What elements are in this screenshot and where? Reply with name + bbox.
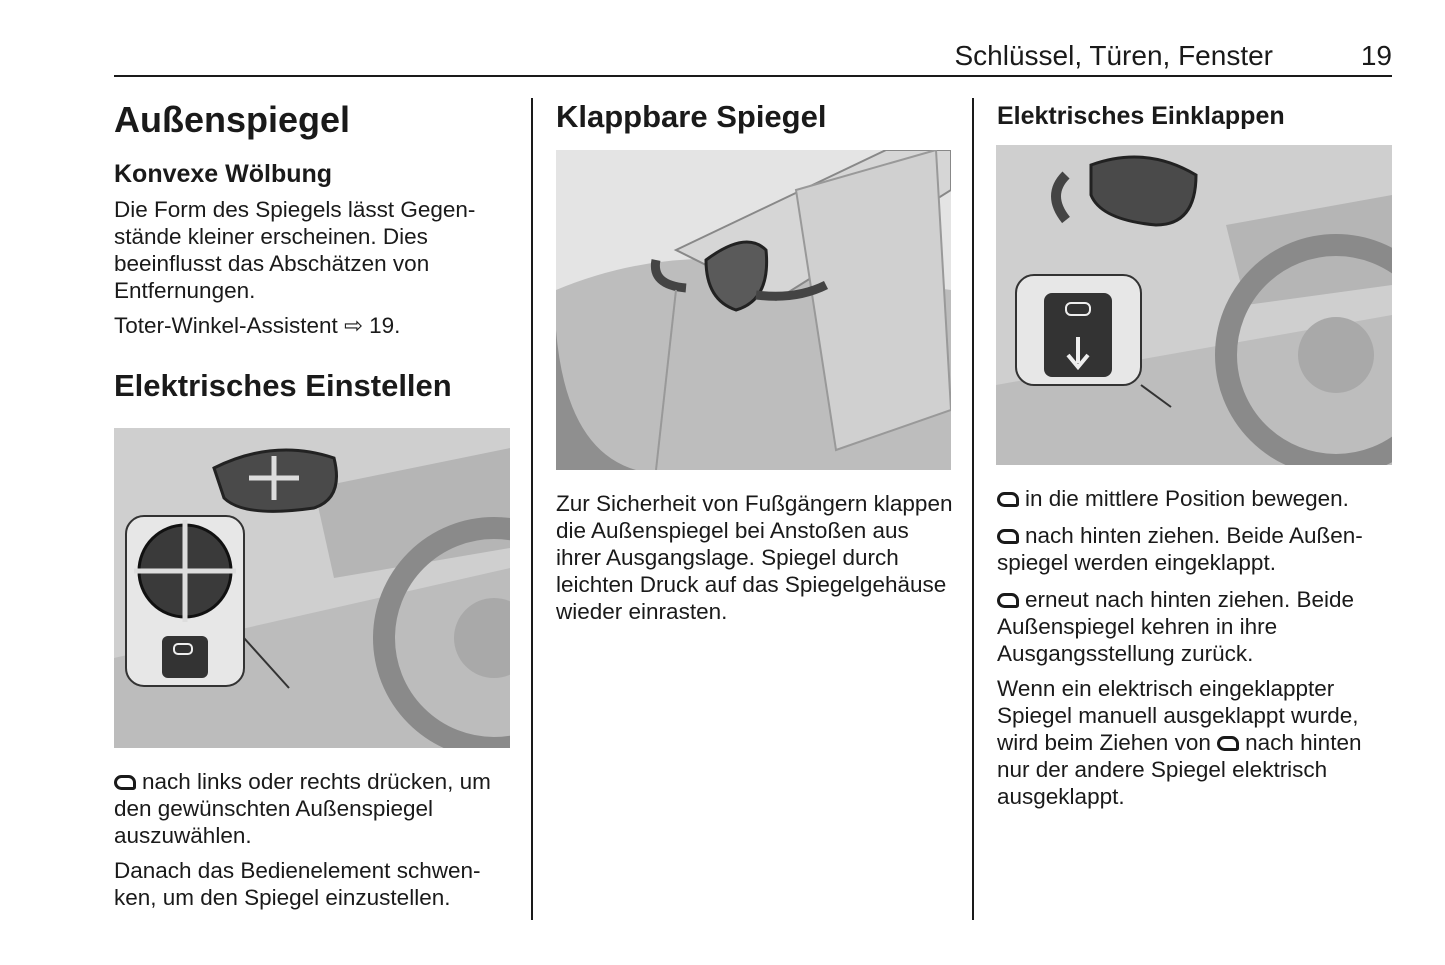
column-1-bottom: [114, 768, 514, 911]
subheading-convex: Konvexe Wölbung: [114, 160, 333, 188]
adjust-mirror-text: Danach das Bedienelement schwenken, um den Spiegel einzustellen.: [114, 858, 481, 910]
page-number: 19: [1360, 40, 1392, 71]
column-1: [114, 98, 514, 405]
fold-step-2-label: nach hinten ziehen. Beide Außenspiegel werden eingeklappt.: [997, 523, 1363, 575]
figure-electric-folding: [996, 145, 1392, 465]
fold-step-3: [997, 586, 1397, 667]
fold-step-3-label: erneut nach hinten ziehen. Beide Außenspiegel kehren in ihre Ausgangsstellung zurück.: [997, 587, 1354, 666]
column-divider-2: [972, 98, 974, 920]
column-2-bottom: [556, 490, 956, 625]
section-heading-foldable: Klappbare Spiegel: [556, 99, 827, 134]
mirror-switch-icon: [114, 775, 136, 790]
convex-text: Die Form des Spiegels lässt Gegenstände kleiner erscheinen. Dies beeinflusst das Abschätzen von Entfernungen.: [114, 197, 476, 303]
convex-reference: Toter-Winkel-Assistent ⇨ 19.: [114, 313, 401, 338]
running-header-title: Schlüssel, Türen, Fenster: [954, 40, 1273, 71]
foldable-text: Zur Sicherheit von Fußgängern klappen die Außenspiegel bei Anstoßen aus ihrer Ausgangslage. Spiegel durch leichten Druck auf das Spiegelgehäuse wieder einrasten.: [556, 491, 953, 624]
fold-note: [997, 675, 1397, 810]
section-heading: Außenspiegel: [114, 99, 351, 140]
mirror-switch-icon: [997, 529, 1019, 544]
select-mirror-text: [114, 768, 514, 849]
column-divider-1: [531, 98, 533, 920]
fold-note-part2: nach hinten nur der andere Spiegel elektrisch ausgeklappt.: [997, 730, 1362, 809]
fold-step-2: [997, 522, 1397, 576]
subheading-electric-folding: Elektrisches Einklappen: [997, 102, 1285, 130]
subheading-electric-adjust: Elektrisches Einstellen: [114, 368, 452, 403]
fold-step-1: [997, 485, 1397, 512]
mirror-switch-icon: [997, 593, 1019, 608]
fold-step-1-label: in die mittlere Position bewegen.: [1025, 486, 1349, 511]
fold-note-part1: Wenn ein elektrisch eingeklappter Spiegel manuell ausgeklappt wurde, wird beim Ziehen von: [997, 676, 1359, 755]
mirror-switch-icon: [997, 492, 1019, 507]
column-2: [556, 98, 956, 136]
column-3-bottom: [997, 485, 1397, 810]
figure-foldable-mirror: [556, 150, 951, 470]
select-mirror-label: nach links oder rechts drücken, um den gewünschten Außenspiegel auszuwählen.: [114, 769, 491, 848]
mirror-switch-icon: [1217, 736, 1239, 751]
header-rule: [114, 75, 1392, 77]
column-3: [997, 100, 1397, 132]
figure-mirror-adjust: [114, 428, 510, 748]
